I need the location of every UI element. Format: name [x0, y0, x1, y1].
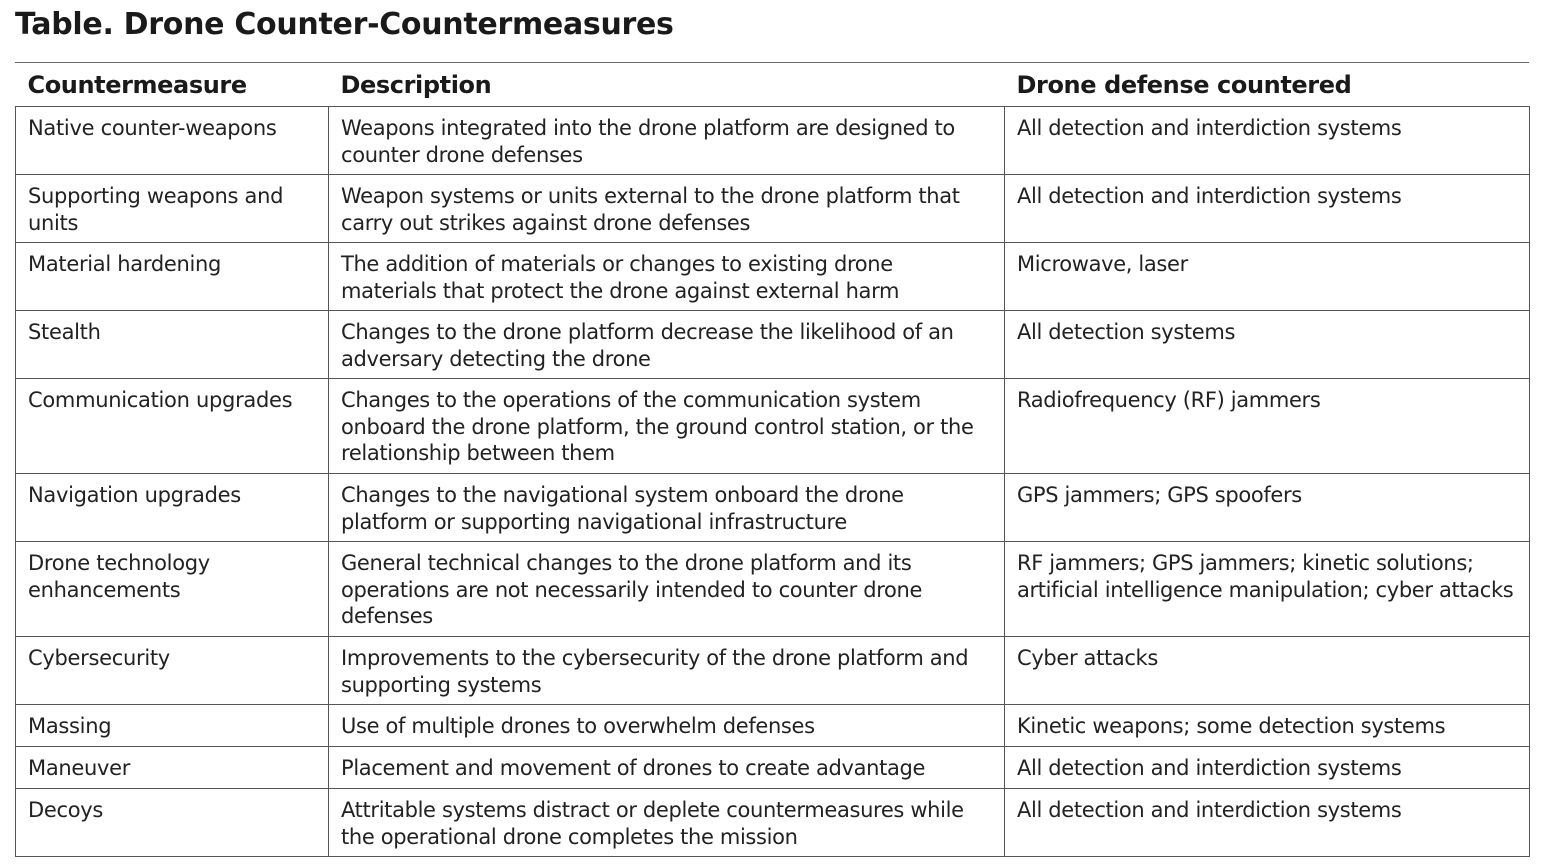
column-header-description: Description	[329, 64, 1005, 107]
table-row	[16, 243, 1530, 311]
countermeasure-cell: Decoys	[16, 789, 329, 857]
table-row	[16, 789, 1530, 857]
description-cell: Attritable systems distract or deplete countermeasures while the operational drone completes the mission	[329, 789, 1005, 857]
table-row	[16, 175, 1530, 243]
countered-cell: All detection systems	[1005, 311, 1530, 379]
countered-cell: All detection and interdiction systems	[1005, 789, 1530, 857]
countered-cell: All detection and interdiction systems	[1005, 107, 1530, 175]
table-row	[16, 474, 1530, 542]
countermeasure-cell: Stealth	[16, 311, 329, 379]
countered-cell: Radiofrequency (RF) jammers	[1005, 379, 1530, 474]
table-row	[16, 107, 1530, 175]
countermeasure-cell: Maneuver	[16, 747, 329, 789]
description-cell: Improvements to the cybersecurity of the drone platform and supporting systems	[329, 637, 1005, 705]
column-header-drone-defense-countered: Drone defense countered	[1005, 64, 1530, 107]
description-cell: The addition of materials or changes to existing drone materials that protect the drone against external harm	[329, 243, 1005, 311]
countermeasure-cell: Navigation upgrades	[16, 474, 329, 542]
countermeasure-cell: Material hardening	[16, 243, 329, 311]
countermeasure-cell: Supporting weapons and units	[16, 175, 329, 243]
countered-cell: All detection and interdiction systems	[1005, 175, 1530, 243]
countermeasure-cell: Massing	[16, 705, 329, 747]
countered-cell: Kinetic weapons; some detection systems	[1005, 705, 1530, 747]
countermeasure-cell: Communication upgrades	[16, 379, 329, 474]
countered-cell: All detection and interdiction systems	[1005, 747, 1530, 789]
countermeasures-table	[15, 64, 1530, 857]
description-cell: Weapons integrated into the drone platform are designed to counter drone defenses	[329, 107, 1005, 175]
description-cell: Changes to the navigational system onboard the drone platform or supporting navigational infrastructure	[329, 474, 1005, 542]
title-divider	[15, 62, 1529, 63]
description-cell: Weapon systems or units external to the drone platform that carry out strikes against drone defenses	[329, 175, 1005, 243]
table-row	[16, 379, 1530, 474]
page-title: Table. Drone Counter-Countermeasures	[15, 7, 674, 42]
header-row	[16, 64, 1530, 107]
table-row	[16, 311, 1530, 379]
countermeasure-cell: Drone technology enhancements	[16, 542, 329, 637]
description-cell: Placement and movement of drones to create advantage	[329, 747, 1005, 789]
table-body	[16, 107, 1530, 857]
table-row	[16, 637, 1530, 705]
table-header	[16, 64, 1530, 107]
description-cell: Changes to the drone platform decrease the likelihood of an adversary detecting the drone	[329, 311, 1005, 379]
description-cell: Use of multiple drones to overwhelm defenses	[329, 705, 1005, 747]
description-cell: Changes to the operations of the communication system onboard the drone platform, the ground control station, or the relationship between them	[329, 379, 1005, 474]
table-row	[16, 705, 1530, 747]
description-cell: General technical changes to the drone platform and its operations are not necessarily intended to counter drone defenses	[329, 542, 1005, 637]
countered-cell: Microwave, laser	[1005, 243, 1530, 311]
column-header-countermeasure: Countermeasure	[16, 64, 329, 107]
countered-cell: GPS jammers; GPS spoofers	[1005, 474, 1530, 542]
table-row	[16, 542, 1530, 637]
table-row	[16, 747, 1530, 789]
countermeasure-cell: Cybersecurity	[16, 637, 329, 705]
countered-cell: RF jammers; GPS jammers; kinetic solutions; artificial intelligence manipulation; cyber attacks	[1005, 542, 1530, 637]
countered-cell: Cyber attacks	[1005, 637, 1530, 705]
countermeasure-cell: Native counter-weapons	[16, 107, 329, 175]
